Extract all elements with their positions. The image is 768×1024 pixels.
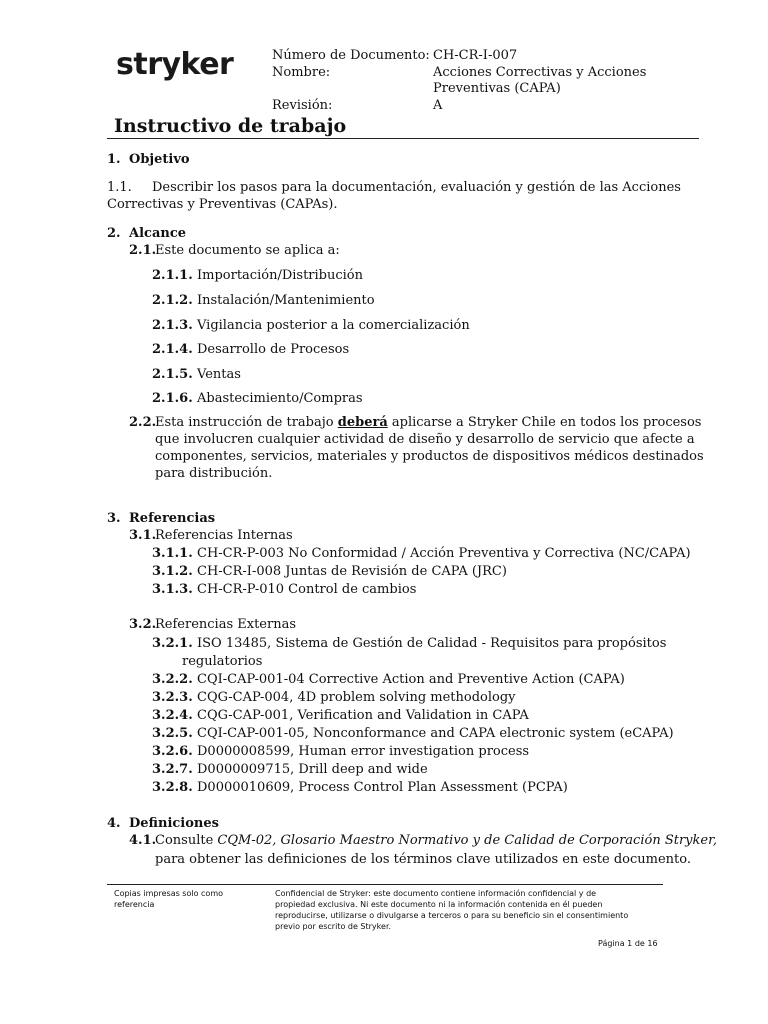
footer-divider [107,884,663,885]
ref-3-2-3 [152,689,516,706]
ref-text: CH-CR-P-010 Control de cambios [197,582,417,597]
ref-number: 3.1.3. [152,582,193,597]
footer-right-line1: Confidencial de Stryker: este documento contiene información confidencial y de [275,889,597,898]
item-2-1 [129,242,340,259]
subitem-text: Vigilancia posterior a la comercialización [197,318,470,333]
subitem-2-1-6 [152,390,363,407]
item-text-cont: aplicarse a Stryker Chile en todos los procesos [391,415,702,430]
footer-right-line4: previo por escrito de Stryker. [275,922,392,931]
subitem-text: Ventas [197,367,241,382]
item-text: Esta instrucción de trabajo [155,415,334,430]
subitem-text: Abastecimiento/Compras [197,391,363,406]
footer-left-line2: referencia [114,900,155,909]
ref-3-2-6 [152,743,529,760]
section-number: 3. [107,511,121,526]
item-text: Consulte [155,833,214,848]
emphasis-deberá: deberá [337,415,388,430]
footer-right-line2: propiedad exclusiva. Ni este documento ni la información contenida en él pueden [275,900,603,909]
doc-number-value: CH-CR-I-007 [433,48,518,63]
footer-left-line1: Copias impresas solo como [114,889,224,898]
subitem-number: 2.1.6. [152,391,193,406]
ref-text: CH-CR-P-003 No Conformidad / Acción Preventiva y Correctiva (NC/CAPA) [197,546,691,561]
section-title: Objetivo [129,152,190,167]
ref-3-2-4 [152,707,529,724]
subitem-2-1-3 [152,317,470,334]
item-4-1-line1 [129,832,717,849]
subitem-2-1-5 [152,366,241,383]
footer-confidential-note [275,888,655,932]
ref-number: 3.2.1. [152,636,193,651]
ref-number: 3.2.3. [152,690,193,705]
name-value-line1: Acciones Correctivas y Acciones [433,65,647,80]
ref-text: D0000008599, Human error investigation process [197,744,530,759]
section-number: 1. [107,152,121,167]
section-title: Referencias [129,511,216,526]
revision-value: A [433,98,443,113]
item-2-2-line1 [129,414,701,431]
item-number: 3.2. [129,617,157,632]
ref-3-1-1 [152,545,691,562]
ref-number: 3.2.2. [152,672,193,687]
revision-label: Revisión: [272,98,333,113]
subitem-text: Importación/Distribución [197,268,363,283]
glossary-reference: CQM-02, Glosario Maestro Normativo y de Calidad de Corporación Stryker, [217,833,718,848]
item-2-2-line2: que involucren cualquier actividad de diseño y desarrollo de servicio que afecte a [155,432,695,447]
subitem-text: Instalación/Mantenimiento [197,293,375,308]
page-title: Instructivo de trabajo [114,115,347,137]
section-1-paragraph-line1 [107,179,681,196]
item-3-1 [129,527,293,544]
subitem-number: 2.1.3. [152,318,193,333]
footer-right-line3: reproducirse, utilizarse o divulgarse a terceros o para su beneficio sin el consentimiento [275,911,629,920]
item-number: 2.2. [129,415,157,430]
title-divider [107,138,699,139]
subitem-number: 2.1.5. [152,367,193,382]
ref-3-2-1-line2: regulatorios [182,654,263,669]
ref-number: 3.2.4. [152,708,193,723]
ref-number: 3.2.8. [152,780,193,795]
item-2-2-line4: para distribución. [155,466,273,481]
item-2-2-line3: componentes, servicios, materiales y productos de dispositivos médicos destinados [155,449,704,464]
ref-3-2-2 [152,671,625,688]
item-number: 4.1. [129,833,157,848]
doc-number-label: Número de Documento: [272,48,430,63]
stryker-logo: stryker [116,47,234,82]
subitem-text: Desarrollo de Procesos [197,342,350,357]
section-number: 4. [107,816,121,831]
ref-text: D0000009715, Drill deep and wide [197,762,428,777]
ref-text: CQI-CAP-001-05, Nonconformance and CAPA electronic system (eCAPA) [197,726,674,741]
ref-3-2-7 [152,761,428,778]
ref-text: CQI-CAP-001-04 Corrective Action and Preventive Action (CAPA) [197,672,625,687]
ref-text: D0000010609, Process Control Plan Assessment (PCPA) [197,780,568,795]
item-text: Referencias Internas [155,528,293,543]
section-1-heading [107,151,190,168]
page-number: Página 1 de 16 [598,939,658,948]
ref-text: CH-CR-I-008 Juntas de Revisión de CAPA (JRC) [197,564,507,579]
section-3-heading [107,510,215,527]
paragraph-text: Describir los pasos para la documentación, evaluación y gestión de las Acciones [152,180,681,195]
section-4-heading [107,815,219,832]
section-number: 2. [107,226,121,241]
paragraph-number: 1.1. [107,180,132,195]
subitem-number: 2.1.4. [152,342,193,357]
name-label: Nombre: [272,65,331,80]
item-number: 2.1. [129,243,157,258]
item-3-2 [129,616,296,633]
section-2-heading [107,225,186,242]
subitem-number: 2.1.1. [152,268,193,283]
ref-number: 3.2.5. [152,726,193,741]
ref-text: ISO 13485, Sistema de Gestión de Calidad - Requisitos para propósitos [197,636,667,651]
section-title: Definiciones [129,816,219,831]
section-title: Alcance [129,226,187,241]
ref-text: CQG-CAP-001, Verification and Validation in CAPA [197,708,529,723]
ref-number: 3.2.6. [152,744,193,759]
ref-3-2-8 [152,779,568,796]
ref-3-1-2 [152,563,507,580]
item-4-1-line2: para obtener las definiciones de los términos clave utilizados en este documento. [155,852,692,867]
name-value-line2: Preventivas (CAPA) [433,81,561,96]
ref-number: 3.1.1. [152,546,193,561]
ref-text: CQG-CAP-004, 4D problem solving methodology [197,690,516,705]
ref-number: 3.1.2. [152,564,193,579]
ref-number: 3.2.7. [152,762,193,777]
item-text: Este documento se aplica a: [155,243,340,258]
subitem-number: 2.1.2. [152,293,193,308]
ref-3-2-5 [152,725,674,742]
subitem-2-1-1 [152,267,363,284]
item-number: 3.1. [129,528,157,543]
item-text: Referencias Externas [155,617,297,632]
subitem-2-1-2 [152,292,375,309]
subitem-2-1-4 [152,341,349,358]
footer-copies-note [114,888,223,910]
ref-3-2-1-line1 [152,635,666,652]
ref-3-1-3 [152,581,416,598]
section-1-paragraph-line2: Correctivas y Preventivas (CAPAs). [107,197,338,212]
